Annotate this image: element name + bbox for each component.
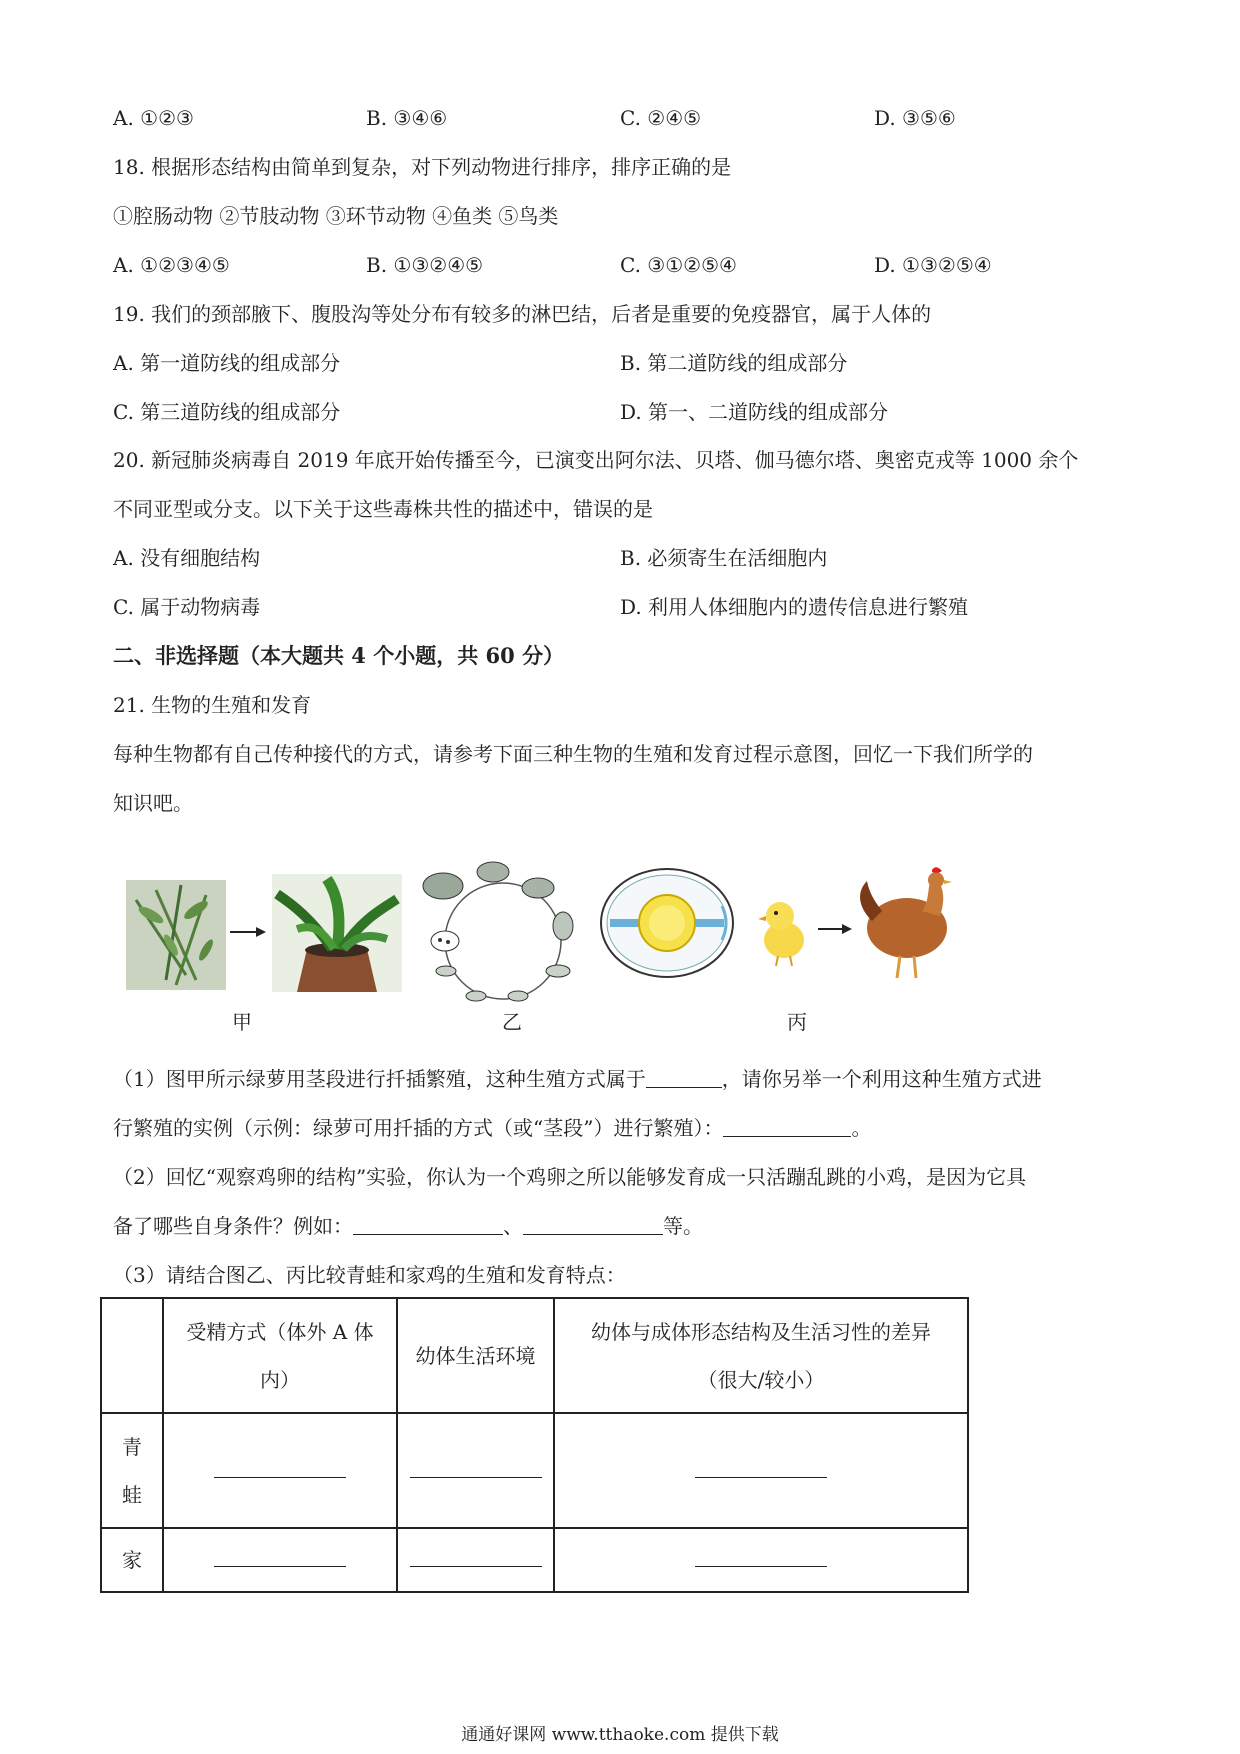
row-label-frog [101,1413,163,1528]
table-corner-cell [101,1298,163,1413]
page-footer: 通通好课网 www.tthaoke.com 提供下载 [461,1725,779,1745]
header-larva-environment: 幼体生活环境 [397,1298,554,1413]
q20-option-a: A. 没有细胞结构 [113,546,261,570]
header-fertilization [163,1298,397,1413]
header-difference-line1: 幼体与成体形态结构及生活习性的差异 [591,1319,931,1344]
q19-stem: 19. 我们的颈部腋下、腹股沟等处分布有较多的淋巴结，后者是重要的免疫器官，属于人体的 [113,302,932,326]
q18-option-c: C. ③①②⑤④ [620,253,737,277]
q21-part2-line1: （2）回忆“观察鸡卵的结构”实验，你认为一个鸡卵之所以能够发育成一只活蹦乱跳的小鸡，是因为它具 [113,1165,1027,1189]
q21-intro-line1: 每种生物都有自己传种接代的方式，请参考下面三种生物的生殖和发育过程示意图，回忆一下我们所学的 [113,742,1033,766]
table-header-row [101,1298,968,1413]
section-heading: 二、非选择题（本大题共 4 个小题，共 60 分） [113,643,565,668]
q18-items: ①腔肠动物 ②节肢动物 ③环节动物 ④鱼类 ⑤鸟类 [113,204,559,228]
answer-blank[interactable] [353,1214,503,1235]
table-cell[interactable] [397,1413,554,1528]
answer-blank[interactable] [410,1476,542,1478]
q17-option-a: A. ①②③ [113,106,194,130]
header-fertilization-line2: 内） [260,1367,300,1392]
q20-stem-line1: 20. 新冠肺炎病毒自 2019 年底开始传播至今，已演变出阿尔法、贝塔、伽马德尔塔、奥密克戎等 1000 余个 [113,448,1079,472]
q21-part2-text-b: 备了哪些自身条件？例如： [113,1214,353,1238]
row-label-frog-char1: 青 [122,1434,142,1459]
header-difference-line2: （很大/较小） [697,1367,825,1392]
answer-blank[interactable] [723,1116,851,1137]
arrow-right-icon [230,925,266,939]
header-fertilization-line1: 受精方式（体外 A 体 [186,1319,374,1344]
q19-option-c: C. 第三道防线的组成部分 [113,400,341,424]
q21-part3-text: （3）请结合图乙、丙比较青蛙和家鸡的生殖和发育特点： [113,1263,626,1287]
q18-stem: 18. 根据形态结构由简单到复杂，对下列动物进行排序，排序正确的是 [113,155,732,179]
q20-option-c: C. 属于动物病毒 [113,595,261,619]
answer-blank[interactable] [410,1565,542,1567]
frog-life-cycle-diagram [418,856,588,1006]
q21-part1-text-b: ，请你另举一个利用这种生殖方式进 [721,1067,1042,1091]
row-label-chicken: 家 [101,1528,163,1592]
q21-intro-line2: 知识吧。 [113,791,193,815]
q21-part1-text-a: （1）图甲所示绿萝用茎段进行扦插繁殖，这种生殖方式属于 [113,1067,646,1091]
q17-option-d: D. ③⑤⑥ [874,106,956,130]
answer-blank[interactable] [214,1476,346,1478]
q18-option-b: B. ①③②④⑤ [366,253,484,277]
table-cell[interactable] [397,1528,554,1592]
table-cell[interactable] [163,1413,397,1528]
q21-title: 21. 生物的生殖和发育 [113,693,312,717]
chicken-egg-diagram [598,866,736,981]
q20-option-d: D. 利用人体细胞内的遗传信息进行繁殖 [620,595,969,619]
q20-stem-line2: 不同亚型或分支。以下关于这些毒株共性的描述中，错误的是 [113,497,653,521]
header-difference [554,1298,968,1413]
q18-option-d: D. ①③②⑤④ [874,253,992,277]
table-cell[interactable] [554,1413,968,1528]
potted-plant-image [272,874,402,992]
q20-option-b: B. 必须寄生在活细胞内 [620,546,828,570]
table-row [101,1413,968,1528]
hen-image [852,866,962,984]
q17-option-b: B. ③④⑥ [366,106,448,130]
q19-option-a: A. 第一道防线的组成部分 [113,351,341,375]
comparison-table [100,1297,969,1593]
answer-blank[interactable] [646,1067,722,1088]
figure-label-jia: 甲 [232,1010,252,1034]
q19-option-b: B. 第二道防线的组成部分 [620,351,848,375]
table-cell[interactable] [554,1528,968,1592]
plant-cutting-image [126,880,226,990]
q18-option-a: A. ①②③④⑤ [113,253,230,277]
table-row [101,1528,968,1592]
q21-part2-text-c: 、 [503,1214,523,1238]
answer-blank[interactable] [523,1214,663,1235]
row-label-frog-char2: 蛙 [122,1482,142,1507]
q21-part1-text-c: 行繁殖的实例（示例：绿萝可用扦插的方式（或“茎段”）进行繁殖）： [113,1116,724,1140]
q17-option-c: C. ②④⑤ [620,106,702,130]
q21-part2-line2 [113,1212,703,1240]
q21-part1-text-d: 。 [851,1116,872,1140]
q21-part2-text-d: 等。 [663,1214,703,1238]
table-cell[interactable] [163,1528,397,1592]
q21-part1-line1 [113,1065,1042,1093]
answer-blank[interactable] [214,1565,346,1567]
arrow-right-icon [818,922,852,936]
figure-label-bing: 丙 [787,1010,807,1034]
q19-option-d: D. 第一、二道防线的组成部分 [620,400,889,424]
figure-label-yi: 乙 [502,1010,522,1034]
q21-part1-line2 [113,1114,871,1142]
answer-blank[interactable] [695,1565,827,1567]
chick-image [758,896,810,966]
answer-blank[interactable] [695,1476,827,1478]
